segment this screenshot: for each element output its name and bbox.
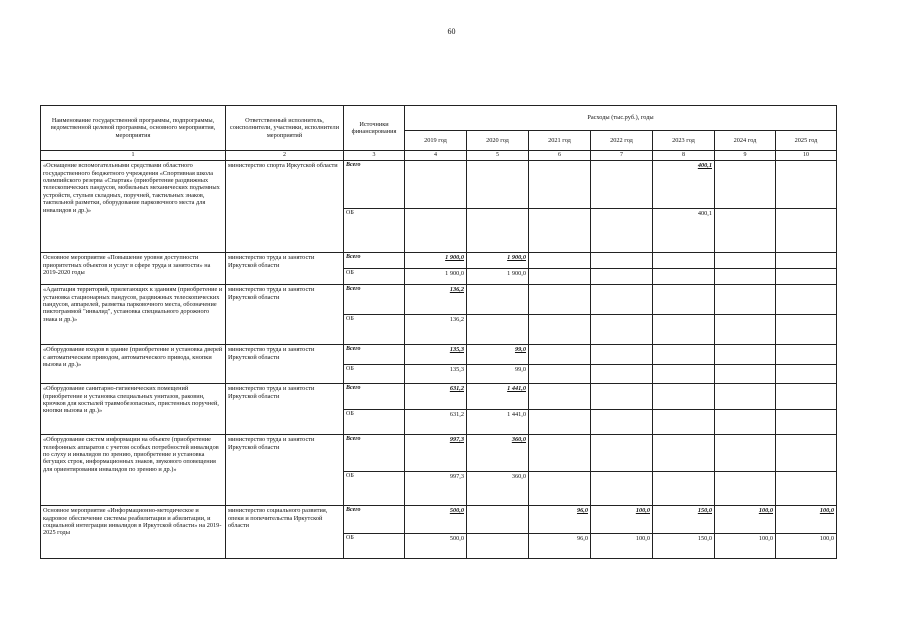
table-row [41, 285, 837, 315]
source-ob: ОБ [344, 534, 405, 559]
source-total: Всего [344, 161, 405, 209]
header-year: 2020 год [467, 131, 529, 151]
value-cell [776, 410, 837, 435]
value-cell [776, 435, 837, 472]
value-cell: 1 900,0 [467, 269, 529, 285]
value-cell [715, 315, 776, 345]
row-executor: министерство социального развития, опеки и попечительства Иркутской области [226, 506, 344, 559]
value-cell: 1 900,0 [405, 253, 467, 269]
value-cell: 100,0 [591, 534, 653, 559]
value-cell [776, 161, 837, 209]
column-number: 6 [529, 151, 591, 161]
value-cell [591, 384, 653, 410]
value-cell [653, 384, 715, 410]
value-cell: 360,0 [467, 472, 529, 506]
row-executor: министерство труда и занятости Иркутской области [226, 285, 344, 345]
value-cell [591, 410, 653, 435]
value-cell [591, 209, 653, 253]
column-number: 7 [591, 151, 653, 161]
source-ob: ОБ [344, 209, 405, 253]
value-cell [591, 472, 653, 506]
value-cell [529, 209, 591, 253]
row-executor: министерство труда и занятости Иркутской области [226, 435, 344, 506]
value-cell: 99,0 [467, 345, 529, 365]
source-ob: ОБ [344, 410, 405, 435]
value-cell [776, 285, 837, 315]
value-cell [776, 209, 837, 253]
table-row [41, 384, 837, 410]
value-cell [653, 435, 715, 472]
value-cell: 1 900,0 [467, 253, 529, 269]
value-cell [715, 472, 776, 506]
page-number: 60 [447, 27, 456, 36]
value-cell: 1 900,0 [405, 269, 467, 285]
column-number: 5 [467, 151, 529, 161]
value-cell: 150,0 [653, 506, 715, 534]
value-cell: 100,0 [591, 506, 653, 534]
value-cell [776, 472, 837, 506]
header-year: 2019 год [405, 131, 467, 151]
value-cell [653, 269, 715, 285]
value-cell [591, 161, 653, 209]
row-name: Основное мероприятие «Повышение уровня доступности приоритетных объектов и услуг в сфере труда и занятости» на 2019-2020 годы [41, 253, 226, 285]
value-cell [529, 253, 591, 269]
value-cell [467, 209, 529, 253]
header-year: 2025 год [776, 131, 837, 151]
value-cell [776, 345, 837, 365]
value-cell [529, 410, 591, 435]
value-cell [776, 253, 837, 269]
value-cell: 135,3 [405, 345, 467, 365]
value-cell [529, 285, 591, 315]
header-year: 2023 год [653, 131, 715, 151]
source-ob: ОБ [344, 365, 405, 384]
value-cell: 1 441,0 [467, 410, 529, 435]
value-cell [467, 534, 529, 559]
value-cell: 150,0 [653, 534, 715, 559]
value-cell [529, 161, 591, 209]
table-row [41, 506, 837, 534]
row-name: «Адаптация территорий, прилегающих к зданиям (приобретение и установка стационарных пандусов, раздвижных телескопических пандусов, аппарелей, разметка парковочного места, обозначение пиктограммой "инвалид", установка специального дорожного знака и др.)» [41, 285, 226, 345]
source-total: Всего [344, 345, 405, 365]
header-executor: Ответственный исполнитель, соисполнители, участники, исполнители мероприятий [226, 106, 344, 151]
header-year: 2022 год [591, 131, 653, 151]
value-cell: 400,1 [653, 161, 715, 209]
value-cell [591, 315, 653, 345]
column-number: 2 [226, 151, 344, 161]
value-cell: 400,1 [653, 209, 715, 253]
value-cell [653, 410, 715, 435]
source-total: Всего [344, 506, 405, 534]
value-cell [591, 365, 653, 384]
value-cell [529, 384, 591, 410]
header-source: Источники финансирования [344, 106, 405, 151]
value-cell [776, 315, 837, 345]
value-cell [715, 410, 776, 435]
value-cell [715, 345, 776, 365]
value-cell: 100,0 [715, 534, 776, 559]
table-row [41, 161, 837, 209]
value-cell: 96,0 [529, 534, 591, 559]
row-name: Основное мероприятие «Информационно-методическое и кадровое обеспечение системы реабилитации и абилитации, и социальной интеграции инвалидов в Иркутской области» на 2019-2025 годы [41, 506, 226, 559]
header-expenses: Расходы (тыс.руб.), годы [405, 106, 837, 131]
value-cell [591, 345, 653, 365]
value-cell: 100,0 [776, 534, 837, 559]
value-cell [529, 365, 591, 384]
header-name: Наименование государственной программы, подпрограммы, ведомственной целевой программы, основного мероприятия, мероприятия [41, 106, 226, 151]
value-cell: 500,0 [405, 534, 467, 559]
source-total: Всего [344, 285, 405, 315]
row-name: «Оснащение вспомогательными средствами областного государственного бюджетного учреждения «Спортивная школа олимпийского резерва «Спартак» (приобретение раздвижных телескопических пандусов, мобильных механических подъемных устройств, стульев складных, поручней, тактильных знаков, тактильной разметки, оборудование парковочного места для инвалидов и др.)» [41, 161, 226, 253]
source-total: Всего [344, 253, 405, 269]
source-total: Всего [344, 435, 405, 472]
value-cell [715, 209, 776, 253]
value-cell [715, 285, 776, 315]
row-name: «Оборудование входов в здание (приобретение и установка дверей с автоматическим приводом, автоматического привода, кнопки вызова и др.)» [41, 345, 226, 384]
column-number: 8 [653, 151, 715, 161]
value-cell [653, 253, 715, 269]
column-number: 9 [715, 151, 776, 161]
value-cell: 631,2 [405, 384, 467, 410]
table-row [41, 435, 837, 472]
value-cell [591, 269, 653, 285]
value-cell [467, 315, 529, 345]
value-cell [529, 315, 591, 345]
row-executor: министерство труда и занятости Иркутской области [226, 384, 344, 435]
value-cell [776, 365, 837, 384]
value-cell: 500,0 [405, 506, 467, 534]
value-cell [715, 269, 776, 285]
value-cell [467, 506, 529, 534]
row-executor: министерство спорта Иркутской области [226, 161, 344, 253]
source-ob: ОБ [344, 315, 405, 345]
source-ob: ОБ [344, 269, 405, 285]
row-executor: министерство труда и занятости Иркутской области [226, 345, 344, 384]
value-cell [653, 345, 715, 365]
value-cell [653, 365, 715, 384]
value-cell: 1 441,0 [467, 384, 529, 410]
value-cell: 360,0 [467, 435, 529, 472]
row-name: «Оборудование санитарно-гигиенических помещений (приобретение и установка специальных унитазов, раковин, крючков для костылей травмобезопасных, пристенных поручней, кнопки вызова и др.)» [41, 384, 226, 435]
value-cell [467, 285, 529, 315]
value-cell [405, 209, 467, 253]
row-executor: министерство труда и занятости Иркутской области [226, 253, 344, 285]
value-cell: 997,3 [405, 435, 467, 472]
value-cell: 631,2 [405, 410, 467, 435]
source-ob: ОБ [344, 472, 405, 506]
value-cell [529, 269, 591, 285]
value-cell: 136,2 [405, 285, 467, 315]
value-cell: 997,3 [405, 472, 467, 506]
header-year: 2024 год [715, 131, 776, 151]
column-number: 3 [344, 151, 405, 161]
value-cell [776, 384, 837, 410]
value-cell: 96,0 [529, 506, 591, 534]
value-cell [591, 253, 653, 269]
value-cell: 100,0 [715, 506, 776, 534]
value-cell [776, 269, 837, 285]
value-cell: 100,0 [776, 506, 837, 534]
value-cell [715, 384, 776, 410]
value-cell [653, 315, 715, 345]
table-row [41, 253, 837, 269]
value-cell [467, 161, 529, 209]
value-cell [715, 253, 776, 269]
value-cell [653, 472, 715, 506]
value-cell [591, 285, 653, 315]
value-cell [715, 161, 776, 209]
column-number: 1 [41, 151, 226, 161]
column-number: 10 [776, 151, 837, 161]
row-name: «Оборудование систем информации на объекте (приобретение телефонных аппаратов с учетом особых потребностей инвалидов по слуху и инвалидов по зрению, приобретение и установка бегущих строк, информационных знаков, звукового оповещения для ориентирования инвалидов по зрению и др.)» [41, 435, 226, 506]
budget-table [40, 105, 837, 559]
value-cell [653, 285, 715, 315]
source-total: Всего [344, 384, 405, 410]
column-number: 4 [405, 151, 467, 161]
value-cell [715, 365, 776, 384]
value-cell: 136,2 [405, 315, 467, 345]
value-cell [529, 345, 591, 365]
value-cell: 99,0 [467, 365, 529, 384]
value-cell [405, 161, 467, 209]
value-cell [715, 435, 776, 472]
header-year: 2021 год [529, 131, 591, 151]
value-cell [529, 435, 591, 472]
value-cell: 135,3 [405, 365, 467, 384]
table-row [41, 345, 837, 365]
value-cell [529, 472, 591, 506]
value-cell [591, 435, 653, 472]
